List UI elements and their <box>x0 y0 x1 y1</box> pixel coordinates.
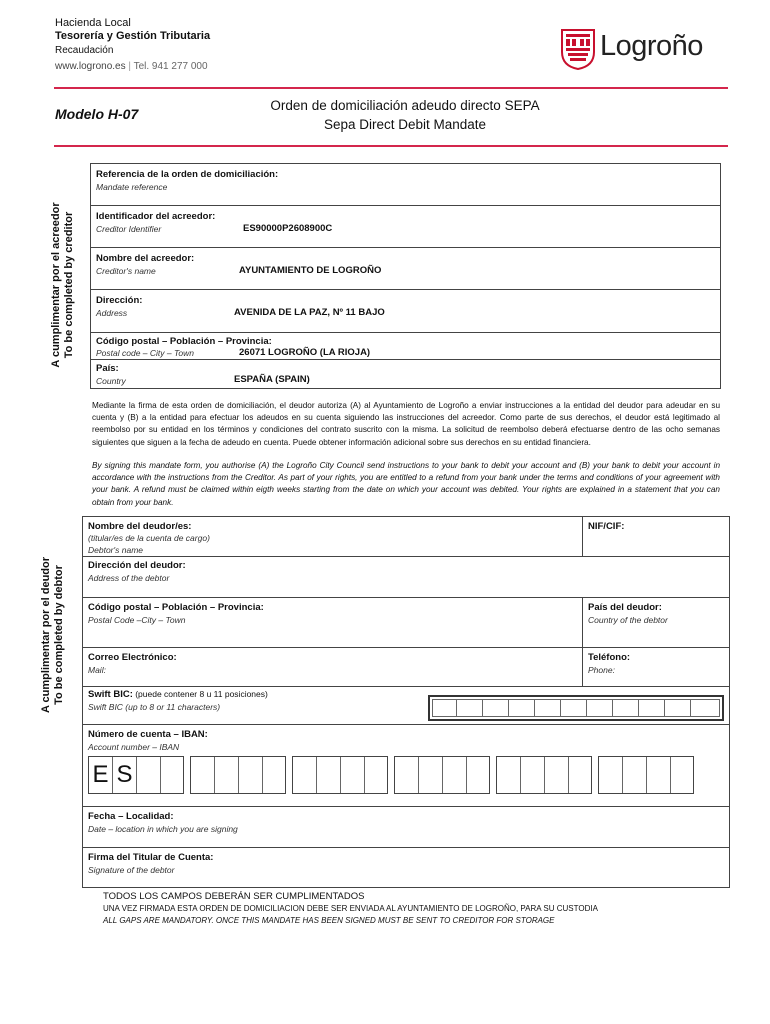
iban-cell <box>293 757 317 793</box>
bic-cell <box>613 700 639 716</box>
iban-cell <box>497 757 521 793</box>
top-rule <box>54 87 728 89</box>
iban-group-3[interactable] <box>292 756 388 794</box>
creditor-name-value: AYUNTAMIENTO DE LOGROÑO <box>239 265 382 276</box>
mandate-ref-label: Referencia de la orden de domiciliación: <box>96 169 279 180</box>
debtor-address-label: Dirección del deudor: <box>88 560 186 571</box>
debtor-side-line-2: To be completed by debtor <box>53 565 65 705</box>
iban-sub: Account number – IBAN <box>88 742 180 752</box>
iban-prefix-2: S <box>113 757 137 793</box>
iban-cell <box>521 757 545 793</box>
iban-cell <box>443 757 467 793</box>
signature-sub: Signature of the debtor <box>88 865 175 875</box>
city-shield-icon <box>560 28 596 70</box>
iban-group-4[interactable] <box>394 756 490 794</box>
header-line-3: Recaudación <box>55 45 114 56</box>
iban-prefix-1: E <box>89 757 113 793</box>
debtor-address-sub: Address of the debtor <box>88 573 170 583</box>
iban-cell <box>395 757 419 793</box>
legal-text-es: Mediante la firma de esta orden de domiciliación, el deudor autoriza (A) al Ayuntamiento de Logroño a enviar instrucciones a la entidad del deudor para adeudar en su cuenta y (B) a la entidad para efectuar los adeudos en su cuenta siguiendo las instrucciones del acreedor. Como parte de sus derechos, el deudor está legitimado al reembolso por su entidad en los términos y condiciones del contrato suscrito con la misma. La solicitud de reembolso deberá efectuarse dentro de las ocho semanas siguientes que siguen a la fecha de adeudo en cuenta. Puede obtener información adicional sobre sus derechos en su entidad financiera. <box>92 401 720 447</box>
debtor-email-row <box>83 648 729 687</box>
iban-cell <box>239 757 263 793</box>
iban-cell <box>419 757 443 793</box>
header-phone: Tel. 941 277 000 <box>133 61 208 72</box>
creditor-id-value: ES90000P2608900C <box>243 223 333 234</box>
debtor-name-label: Nombre del deudor/es: <box>88 521 192 532</box>
logo-text: Logroño <box>600 30 703 62</box>
iban-cell <box>623 757 647 793</box>
creditor-box <box>90 163 721 389</box>
debtor-box <box>82 516 730 888</box>
model-code: Modelo H-07 <box>55 106 139 122</box>
bottom-rule <box>54 145 728 147</box>
iban-group-6[interactable] <box>598 756 694 794</box>
debtor-side-line-1: A cumplimentar por el deudor <box>40 556 52 714</box>
creditor-address-row <box>91 290 720 333</box>
iban-cell <box>317 757 341 793</box>
header-contact <box>55 61 208 72</box>
debtor-name-field[interactable] <box>83 517 583 556</box>
bic-cells <box>432 699 720 717</box>
debtor-email-field[interactable] <box>83 648 583 686</box>
creditor-address-sub: Address <box>96 308 128 318</box>
logrono-logo <box>560 28 596 75</box>
bic-cell <box>483 700 509 716</box>
creditor-postal-label: Código postal – Población – Provincia: <box>96 336 272 347</box>
creditor-id-row <box>91 206 720 248</box>
iban-group-2[interactable] <box>190 756 286 794</box>
form-title <box>210 96 600 134</box>
iban-cell <box>647 757 671 793</box>
creditor-id-label: Identificador del acreedor: <box>96 211 216 222</box>
bic-label: Swift BIC: <box>88 689 133 700</box>
creditor-side-line-2: To be completed by creditor <box>63 211 75 359</box>
bic-cell <box>433 700 457 716</box>
header-line-1: Hacienda Local <box>55 17 131 29</box>
bic-input[interactable] <box>428 695 724 721</box>
creditor-postal-value: 26071 LOGROÑO (LA RIOJA) <box>239 347 371 358</box>
iban-label: Número de cuenta – IBAN: <box>88 729 208 740</box>
bic-cell <box>561 700 587 716</box>
title-en: Sepa Direct Debit Mandate <box>323 117 487 132</box>
creditor-name-row <box>91 248 720 290</box>
header-web: www.logrono.es <box>55 61 126 72</box>
creditor-address-label: Dirección: <box>96 295 143 306</box>
header-sep: | <box>125 61 134 72</box>
iban-cell <box>161 757 183 793</box>
iban-cell <box>215 757 239 793</box>
debtor-side-label <box>40 540 70 730</box>
iban-cell <box>599 757 623 793</box>
bic-row <box>83 687 729 725</box>
creditor-postal-row <box>91 333 720 360</box>
bic-cell <box>535 700 561 716</box>
debtor-postal-field[interactable] <box>83 598 583 647</box>
creditor-country-label: País: <box>96 363 119 374</box>
creditor-country-row <box>91 360 720 389</box>
debtor-country-label: País del deudor: <box>588 602 662 613</box>
debtor-postal-sub: Postal Code –City – Town <box>88 615 186 625</box>
debtor-phone-sub: Phone: <box>588 665 615 675</box>
signature-label: Firma del Titular de Cuenta: <box>88 852 214 863</box>
date-location-field[interactable] <box>83 807 729 848</box>
title-es: Orden de domiciliación adeudo directo SEPA <box>270 98 540 113</box>
debtor-email-sub: Mail: <box>88 665 106 675</box>
debtor-name-row <box>83 517 729 557</box>
header-line-2: Tesorería y Gestión Tributaria <box>55 30 211 42</box>
date-location-sub: Date – location in which you are signing <box>88 824 238 834</box>
creditor-side-line-1: A cumplimentar por el acreedor <box>50 202 62 368</box>
footer-line-2: UNA VEZ FIRMADA ESTA ORDEN DE DOMICILIACION DEBE SER ENVIADA AL AYUNTAMIENTO DE LOGROÑO, PARA SU CUSTODIA <box>103 904 598 913</box>
mandate-ref-sub: Mandate reference <box>96 182 168 192</box>
creditor-country-sub: Country <box>96 376 126 386</box>
iban-cell <box>545 757 569 793</box>
bic-label-line <box>88 689 268 700</box>
bic-sub: Swift BIC (up to 8 or 11 characters) <box>88 702 221 712</box>
iban-cell <box>137 757 161 793</box>
debtor-email-label: Correo Electrónico: <box>88 652 177 663</box>
bic-cell <box>457 700 483 716</box>
bic-cell <box>639 700 665 716</box>
bic-cell <box>665 700 691 716</box>
debtor-postal-label: Código postal – Población – Provincia: <box>88 602 264 613</box>
bic-cell <box>691 700 721 716</box>
footer-line-3: ALL GAPS ARE MANDATORY. ONCE THIS MANDATE HAS BEEN SIGNED MUST BE SENT TO CREDITOR FOR STORAGE <box>103 916 555 925</box>
nif-field[interactable] <box>583 517 729 556</box>
date-location-label: Fecha – Localidad: <box>88 811 174 822</box>
creditor-country-value: ESPAÑA (SPAIN) <box>234 374 310 385</box>
debtor-name-sub-1: (titular/es de la cuenta de cargo) <box>88 533 210 543</box>
bic-cell <box>509 700 535 716</box>
legal-text-en: By signing this mandate form, you authorise (A) the Logroño City Council send instructions to your bank to debit your account and (B) your bank to debit your account in accordance with the instructions from the Creditor. As part of your rights, you are entitled to a refund from your bank under the terms and conditions of your agreement with your bank. A refund must be claimed within eigth weeks starting from the date on which your account was debited. Your rights are explained in a statement that you can obtain from your bank. <box>92 461 720 507</box>
debtor-postal-row <box>83 598 729 648</box>
debtor-phone-field[interactable] <box>583 648 729 686</box>
creditor-id-sub: Creditor Identifier <box>96 224 162 234</box>
bic-note: (puede contener 8 u 11 posiciones) <box>132 689 268 699</box>
creditor-side-label <box>50 190 80 380</box>
debtor-phone-label: Teléfono: <box>588 652 631 663</box>
iban-row <box>83 725 729 807</box>
creditor-name-label: Nombre del acreedor: <box>96 253 195 264</box>
iban-group-country[interactable] <box>88 756 184 794</box>
debtor-country-field[interactable] <box>583 598 729 647</box>
debtor-name-sub-2: Debtor's name <box>88 545 144 555</box>
footer-line-1: TODOS LOS CAMPOS DEBERÁN SER CUMPLIMENTADOS <box>103 891 365 902</box>
iban-cell <box>191 757 215 793</box>
mandate-ref-row[interactable] <box>91 164 720 206</box>
creditor-address-value: AVENIDA DE LA PAZ, Nº 11 BAJO <box>234 307 385 318</box>
creditor-postal-sub: Postal code – City – Town <box>96 348 194 358</box>
debtor-address-field[interactable] <box>83 557 729 598</box>
signature-field[interactable] <box>83 848 729 888</box>
creditor-name-sub: Creditor's name <box>96 266 156 276</box>
bic-cell <box>587 700 613 716</box>
iban-cell <box>341 757 365 793</box>
iban-group-5[interactable] <box>496 756 592 794</box>
nif-label: NIF/CIF: <box>588 521 625 532</box>
debtor-country-sub: Country of the debtor <box>588 615 668 625</box>
